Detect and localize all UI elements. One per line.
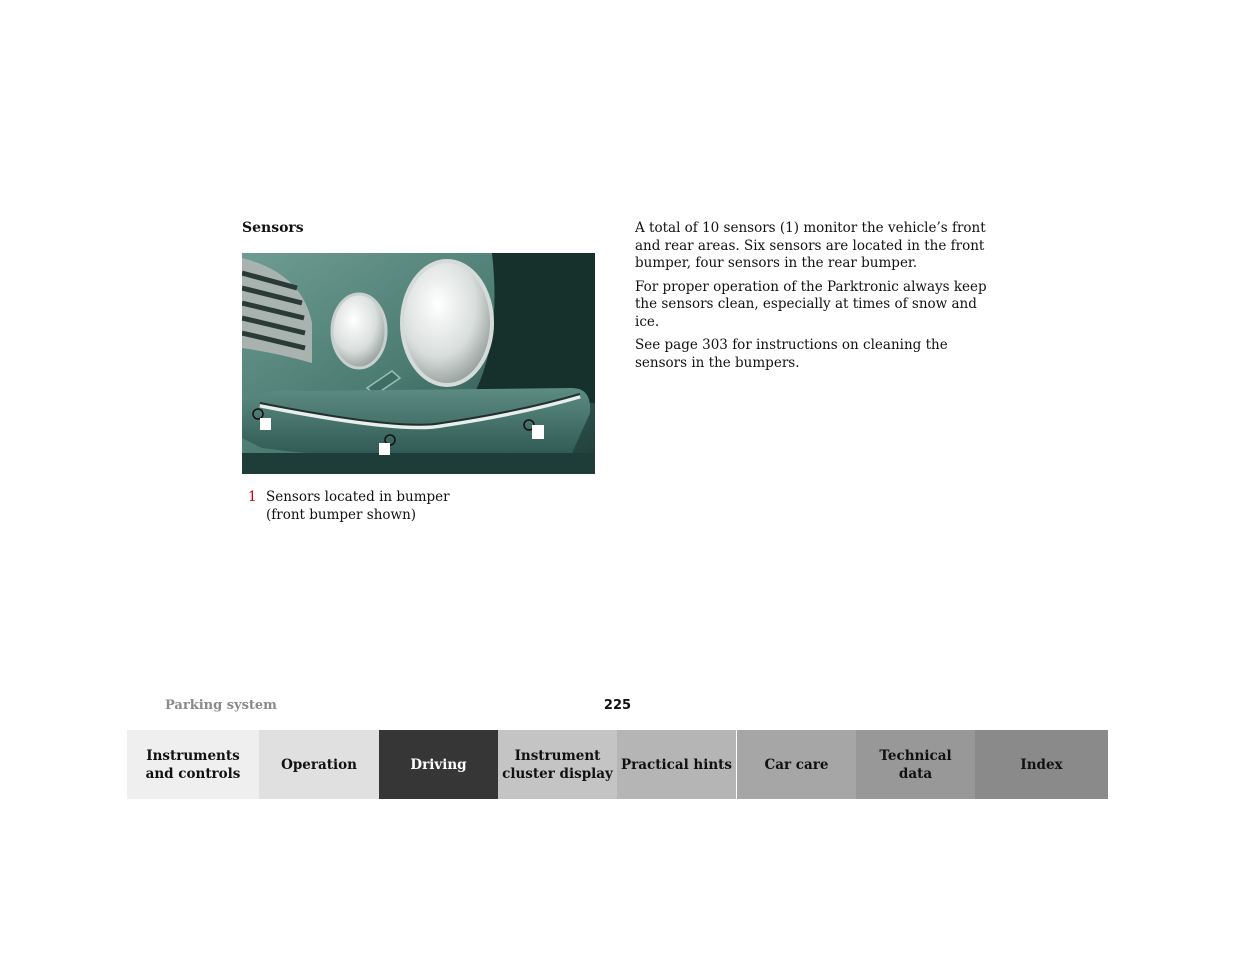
footer-section-label: Parking system <box>165 698 277 713</box>
callout-box <box>379 443 390 455</box>
paragraph: A total of 10 sensors (1) monitor the vehicle’s front and rear areas. Six sensors are located in the front bumper, four sensors in the rear bumper. <box>635 220 986 271</box>
body-text <box>635 220 1000 378</box>
fog-lamp <box>332 294 386 368</box>
paragraph: See page 303 for instructions on cleaning the sensors in the bumpers. <box>635 337 948 371</box>
tab-instrument-cluster-display[interactable]: Instrument cluster display <box>498 730 617 799</box>
caption-number: 1 <box>248 489 257 505</box>
chapter-nav <box>127 730 1108 799</box>
callout-box <box>260 418 271 430</box>
section-title: Sensors <box>242 220 304 236</box>
figure-caption <box>248 489 548 524</box>
caption-text: Sensors located in bumper (front bumper shown) <box>266 489 450 523</box>
bumper-sensors-illustration <box>242 253 595 474</box>
tab-technical-data[interactable]: Technical data <box>856 730 975 799</box>
callout-box <box>532 425 544 439</box>
headlamp <box>402 261 492 385</box>
page-number: 225 <box>603 698 632 713</box>
tab-car-care[interactable]: Car care <box>737 730 856 799</box>
paragraph: For proper operation of the Parktronic always keep the sensors clean, especially at times of snow and ice. <box>635 278 987 330</box>
tab-practical-hints[interactable]: Practical hints <box>617 730 737 799</box>
tab-index[interactable]: Index <box>975 730 1108 799</box>
tab-operation[interactable]: Operation <box>259 730 379 799</box>
tab-instruments-and-controls[interactable]: Instruments and controls <box>127 730 259 799</box>
tab-driving[interactable]: Driving <box>379 730 498 799</box>
